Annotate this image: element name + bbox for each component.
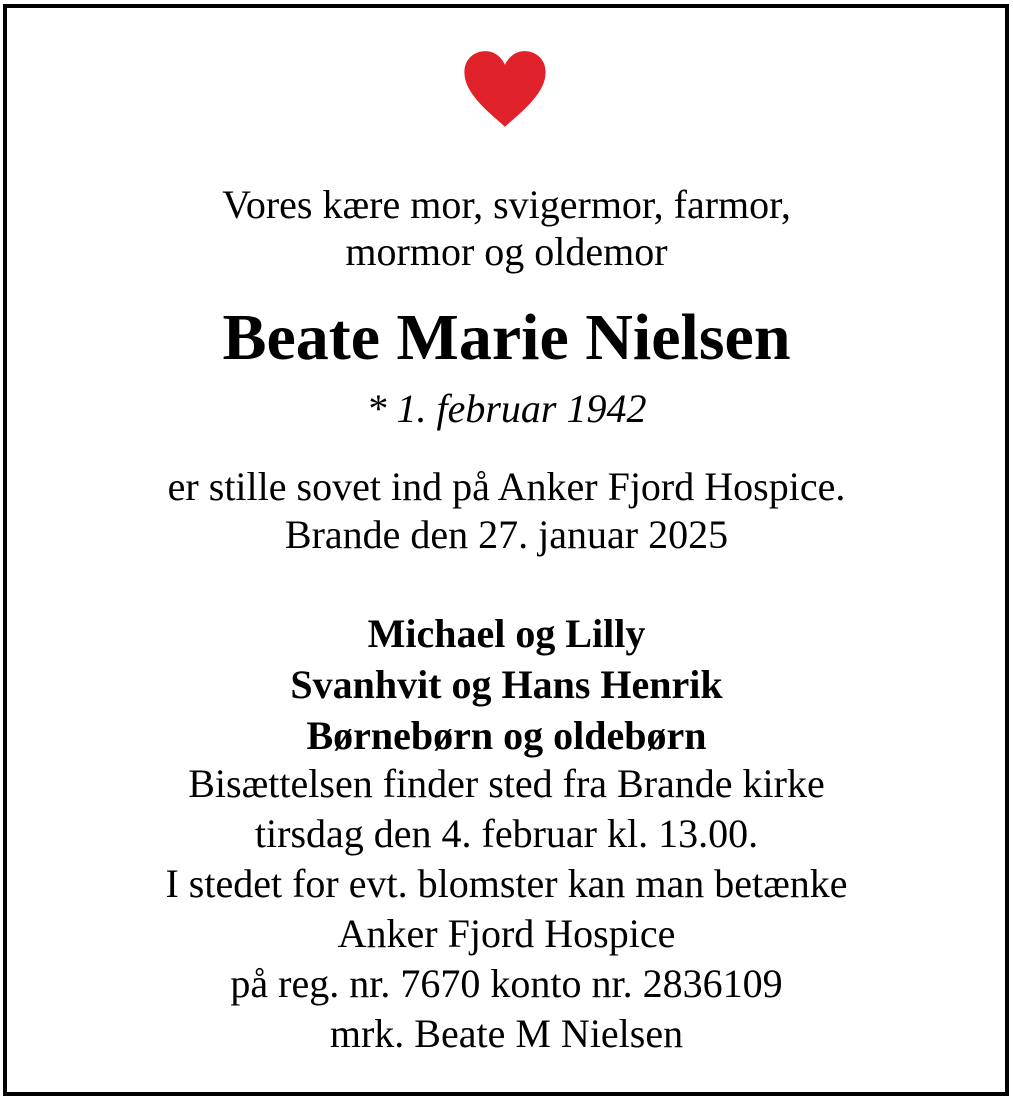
funeral-line-1: Bisættelsen finder sted fra Brande kirke <box>188 761 825 806</box>
passing-line-2: Brande den 27. januar 2025 <box>284 512 729 557</box>
funeral-line-3: I stedet for evt. blomster kan man betænke <box>165 861 848 906</box>
heart-shape <box>464 51 545 127</box>
family-line-2: Svanhvit og Hans Henrik <box>290 662 723 707</box>
intro-line-1: Vores kære mor, svigermor, farmor, <box>222 182 791 227</box>
funeral-line-2: tirsdag den 4. februar kl. 13.00. <box>254 811 759 856</box>
funeral-line-4: Anker Fjord Hospice <box>337 911 676 956</box>
passing-line-1: er stille sovet ind på Anker Fjord Hospice. <box>167 464 846 509</box>
funeral-line-6: mrk. Beate M Nielsen <box>329 1011 684 1056</box>
deceased-name: Beate Marie Nielsen <box>222 301 791 374</box>
birth-date: * 1. februar 1942 <box>366 386 647 431</box>
family-line-1: Michael og Lilly <box>367 611 646 656</box>
intro-line-2: mormor og oldemor <box>345 229 668 274</box>
heart-icon <box>462 48 548 130</box>
family-line-3: Børnebørn og oldebørn <box>306 713 707 758</box>
funeral-line-5: på reg. nr. 7670 konto nr. 2836109 <box>230 961 783 1006</box>
